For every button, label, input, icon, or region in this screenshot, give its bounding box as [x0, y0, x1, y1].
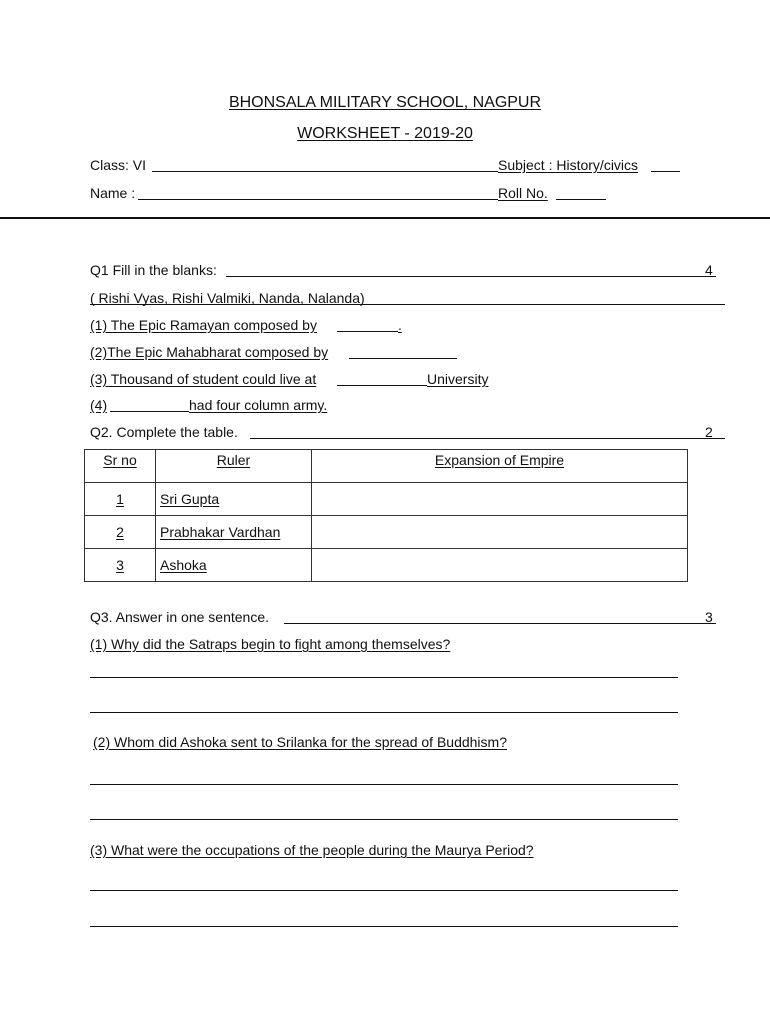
- q1-item1-blank: [337, 331, 398, 332]
- row-expansion: [312, 483, 688, 516]
- q1-item3: (3) Thousand of student could live at: [90, 371, 317, 387]
- q1-item3-blank: [337, 385, 427, 386]
- q1-options-rule: [90, 304, 725, 305]
- column-header-ruler: Ruler: [156, 450, 312, 483]
- subject-label: Subject : History/civics: [498, 157, 639, 173]
- answer-line-2a: [90, 784, 678, 785]
- q3-question-2: (2) Whom did Ashoka sent to Srilanka for the spread of Buddhism?: [93, 734, 507, 750]
- table-header-row: [85, 450, 688, 483]
- q3-question-3: (3) What were the occupations of the people during the Maurya Period?: [90, 842, 534, 858]
- q1-options: ( Rishi Vyas, Rishi Valmiki, Nanda, Nalanda): [90, 290, 365, 306]
- column-header-expansion: Expansion of Empire: [312, 450, 688, 483]
- answer-line-3a: [90, 890, 678, 891]
- name-blank: [138, 199, 498, 200]
- column-header-sr: Sr no: [85, 450, 156, 483]
- answer-line-1a: [90, 677, 678, 678]
- q1-title: Q1 Fill in the blanks:: [90, 262, 217, 278]
- table-row: [85, 516, 688, 549]
- q1-item1: (1) The Epic Ramayan composed by: [90, 317, 317, 333]
- name-label: Name :: [90, 185, 136, 201]
- answer-line-3b: [90, 926, 678, 927]
- q1-item4-start: (4): [90, 397, 108, 413]
- row-ruler: Sri Gupta: [156, 483, 312, 516]
- row-expansion: [312, 516, 688, 549]
- q1-item4-blank: [110, 411, 189, 412]
- empire-table: [84, 449, 688, 582]
- row-ruler: Prabhakar Vardhan: [156, 516, 312, 549]
- q3-title-rule: [284, 623, 716, 624]
- roll-label: Roll No.: [498, 185, 548, 201]
- row-sr: 3: [85, 549, 156, 582]
- q2-marks: 2: [705, 424, 713, 440]
- q1-item1-end: .: [398, 317, 402, 333]
- row-sr: 2: [85, 516, 156, 549]
- row-sr: 1: [85, 483, 156, 516]
- q1-marks: 4: [705, 262, 713, 278]
- class-label: Class: VI: [90, 157, 147, 173]
- q1-item2: (2)The Epic Mahabharat composed by: [90, 344, 329, 360]
- class-blank: [152, 171, 498, 172]
- q1-item3-end: University: [427, 371, 489, 387]
- row-ruler: Ashoka: [156, 549, 312, 582]
- roll-blank: [556, 199, 606, 200]
- q3-marks: 3: [705, 609, 713, 625]
- q3-question-1: (1) Why did the Satraps begin to fight among themselves?: [90, 636, 451, 652]
- q2-title-rule: [250, 438, 725, 439]
- q2-title: Q2. Complete the table.: [90, 424, 238, 440]
- q3-title: Q3. Answer in one sentence.: [90, 609, 269, 625]
- school-name: BHONSALA MILITARY SCHOOL, NAGPUR: [228, 94, 542, 111]
- q1-title-rule: [226, 276, 716, 277]
- row-expansion: [312, 549, 688, 582]
- subject-blank: [651, 171, 680, 172]
- answer-line-1b: [90, 712, 678, 713]
- worksheet-title: WORKSHEET - 2019-20: [297, 125, 473, 142]
- q1-item2-blank: [349, 358, 457, 359]
- header-divider: [0, 217, 770, 219]
- table-row: [85, 483, 688, 516]
- q1-item4-end: had four column army.: [189, 397, 328, 413]
- answer-line-2b: [90, 819, 678, 820]
- table-row: [85, 549, 688, 582]
